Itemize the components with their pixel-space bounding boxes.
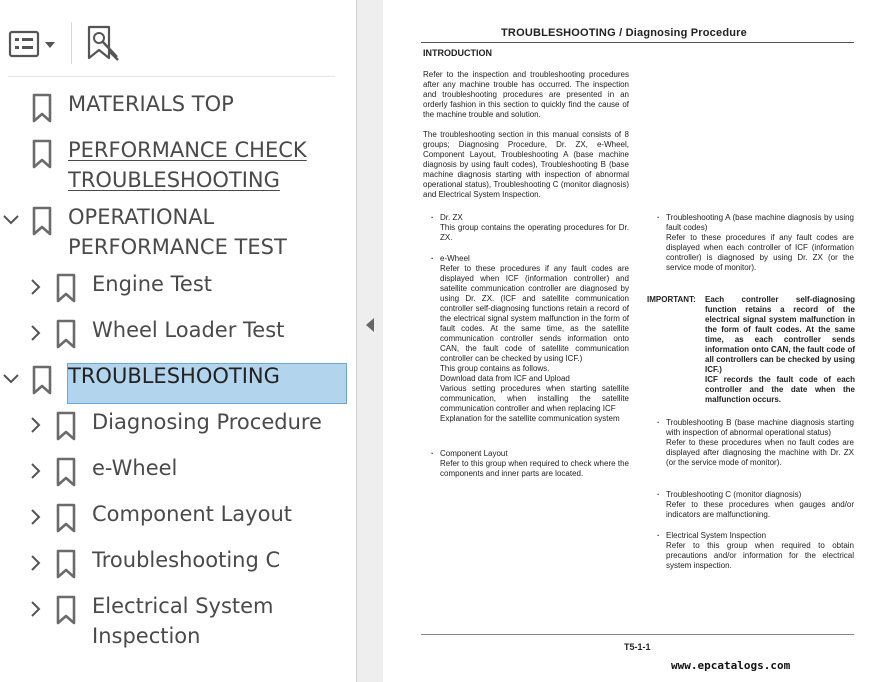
- document-page: [383, 0, 883, 682]
- item-title: · Dr. ZX: [431, 213, 629, 223]
- item-body: Refer to these procedures if any fault codes are displayed when each controller of ICF (information controller) is diagnosed by using Dr. ZX (or the service mode of monitor).: [666, 233, 854, 272]
- bookmark-label: e-Wheel: [92, 456, 178, 480]
- chevron-right-icon[interactable]: [27, 278, 45, 296]
- bookmark-icon: [32, 206, 52, 236]
- item-title: · e-Wheel: [431, 254, 629, 264]
- chevron-down-icon[interactable]: [2, 370, 20, 388]
- bookmark-label: Diagnosing Procedure: [92, 410, 322, 434]
- bookmark-label-line-1: PERFORMANCE CHECK: [68, 138, 307, 162]
- toolbar-divider: [71, 22, 72, 64]
- bookmark-label: MATERIALS TOP: [68, 92, 234, 116]
- bookmark-component-layout[interactable]: [0, 496, 357, 542]
- item-extra-2: Download data from ICF and Upload: [440, 374, 570, 383]
- bookmark-icon: [56, 319, 76, 349]
- item-title: · Electrical System Inspection: [657, 531, 854, 541]
- item-body: Refer to these procedures when gauges and/or indicators are malfunctioning.: [666, 500, 854, 519]
- list-options-icon: [8, 26, 60, 62]
- bookmark-label: Wheel Loader Test: [92, 318, 285, 342]
- bookmark-label: Engine Test: [92, 272, 213, 296]
- bookmark-icon: [56, 503, 76, 533]
- item-body: Refer to this group when required to check where the components and inner parts are located.: [440, 459, 629, 478]
- important-note: [647, 295, 855, 405]
- chevron-right-icon[interactable]: [27, 554, 45, 572]
- bookmark-icon: [56, 457, 76, 487]
- item-title: · Component Layout: [431, 449, 629, 459]
- item-body: This group contains the operating procedures for Dr. ZX.: [440, 223, 629, 242]
- bookmark-diagnosing-procedure[interactable]: [0, 404, 357, 450]
- item-extra-1: This group contains as follows.: [440, 364, 550, 373]
- item-body: Refer to these procedures when no fault codes are displayed after diagnosing the machine with Dr. ZX (or the service mode of monitor).: [666, 438, 854, 467]
- chevron-down-icon[interactable]: [2, 211, 20, 229]
- collapse-panel-icon[interactable]: [365, 317, 375, 333]
- chevron-right-icon[interactable]: [27, 462, 45, 480]
- page-number: T5-1-1: [624, 642, 651, 652]
- item-extra-3: Various setting procedures when starting satellite communication, when installing the satellite communication controller and when replacing ICF: [440, 384, 629, 413]
- find-bookmark-button[interactable]: [84, 24, 122, 64]
- bookmark-wheel-loader-test[interactable]: [0, 312, 357, 358]
- bookmark-icon: [56, 595, 76, 625]
- bookmark-materials-top[interactable]: [0, 86, 357, 132]
- item-dr-zx: [431, 213, 629, 243]
- item-title: · Troubleshooting B (base machine diagnosis starting with inspection of abnormal operational status): [657, 418, 854, 438]
- item-component-layout: [431, 449, 629, 479]
- important-text-2: ICF records the fault code of each controller and the date when the malfunction occurs.: [705, 375, 855, 404]
- bookmark-label-line-2: PERFORMANCE TEST: [68, 235, 287, 259]
- section-title: INTRODUCTION: [423, 48, 492, 58]
- bookmark-operational-performance-test[interactable]: [0, 199, 357, 263]
- chevron-right-icon[interactable]: [27, 508, 45, 526]
- page-header: TROUBLESHOOTING / Diagnosing Procedure: [501, 27, 747, 39]
- item-e-wheel: [431, 254, 629, 424]
- bookmark-label-line-1: OPERATIONAL: [68, 205, 215, 229]
- bookmark-icon: [56, 273, 76, 303]
- bookmark-label: Component Layout: [92, 502, 292, 526]
- chevron-right-icon[interactable]: [27, 416, 45, 434]
- bookmark-e-wheel[interactable]: [0, 450, 357, 496]
- item-body: Refer to these procedures if any fault codes are displayed when ICF (information controller) and satellite communication controller are diagnosed by using Dr. ZX. (ICF and satellite communication controller self-diagnosing functions retain a record of the electrical signal system malfunction in the form of fault codes. At the same time, as the satellite communication controller sends information onto CAN, the fault code of satellite communication controller can be checked by using ICF.): [440, 264, 629, 363]
- intro-paragraph-2: The troubleshooting section in this manual consists of 8 groups; Diagnosing Procedure, Dr. ZX, e-Wheel, Component Layout, Troubleshooting A (base machine diagnosis by using fault codes), Troubleshooting B (base machine diagnosis starting with inspection of abnormal operational status), Troubleshooting C (monitor diagnosis) and Electrical System Inspection.: [423, 130, 629, 199]
- footer-rule: [421, 634, 854, 635]
- bookmark-icon: [56, 411, 76, 441]
- item-title: · Troubleshooting C (monitor diagnosis): [657, 490, 854, 500]
- options-menu-button[interactable]: [8, 26, 60, 62]
- bookmark-label: TROUBLESHOOTING: [68, 364, 280, 388]
- bookmarks-toolbar: [0, 0, 357, 76]
- important-text: Each controller self-diagnosing function retains a record of the electrical signal system malfunction in the form of fault codes. At the same time, as each controller sends information onto CAN, the fault code of all controllers can be checked by using ICF.): [705, 295, 855, 374]
- bookmark-electrical-system-inspection[interactable]: [0, 588, 357, 652]
- item-extra-4: Explanation for the satellite communication system: [440, 414, 620, 423]
- item-title: · Troubleshooting A (base machine diagnosis by using fault codes): [657, 213, 854, 233]
- toolbar-separator: [8, 76, 335, 77]
- item-electrical-system-inspection: [657, 531, 854, 571]
- bookmark-label-line-2: Inspection: [92, 624, 201, 648]
- watermark-url: www.epcatalogs.com: [671, 659, 791, 672]
- important-label: IMPORTANT:: [647, 295, 696, 304]
- bookmark-icon: [56, 549, 76, 579]
- chevron-right-icon[interactable]: [27, 600, 45, 618]
- header-rule: [421, 42, 854, 43]
- bookmark-label: Troubleshooting C: [92, 548, 281, 572]
- bookmark-performance-check-troubleshooting[interactable]: [0, 132, 357, 196]
- bookmark-icon: [32, 365, 52, 395]
- bookmark-label-line-2: TROUBLESHOOTING: [68, 168, 280, 192]
- bookmarks-panel: [0, 0, 357, 682]
- intro-paragraph-1: Refer to the inspection and troubleshooting procedures after any machine trouble has occurred. The inspection and troubleshooting procedures are presented in an orderly fashion in this section to quickly find the cause of the machine trouble and solution.: [423, 70, 629, 119]
- chevron-right-icon[interactable]: [27, 324, 45, 342]
- bookmark-troubleshooting[interactable]: [0, 358, 357, 404]
- bookmark-troubleshooting-c[interactable]: [0, 542, 357, 588]
- bookmark-icon: [32, 139, 52, 169]
- item-troubleshooting-a: [657, 213, 854, 273]
- item-body: Refer to this group when required to obtain precautions and/or information for the electrical system inspection.: [666, 541, 854, 570]
- bookmark-icon: [32, 93, 52, 123]
- find-bookmark-icon: [84, 24, 122, 64]
- panel-splitter[interactable]: [357, 0, 383, 682]
- bookmark-label-line-1: Electrical System: [92, 594, 274, 618]
- bookmark-engine-test[interactable]: [0, 266, 357, 312]
- item-troubleshooting-c: [657, 490, 854, 520]
- item-troubleshooting-b: [657, 418, 854, 468]
